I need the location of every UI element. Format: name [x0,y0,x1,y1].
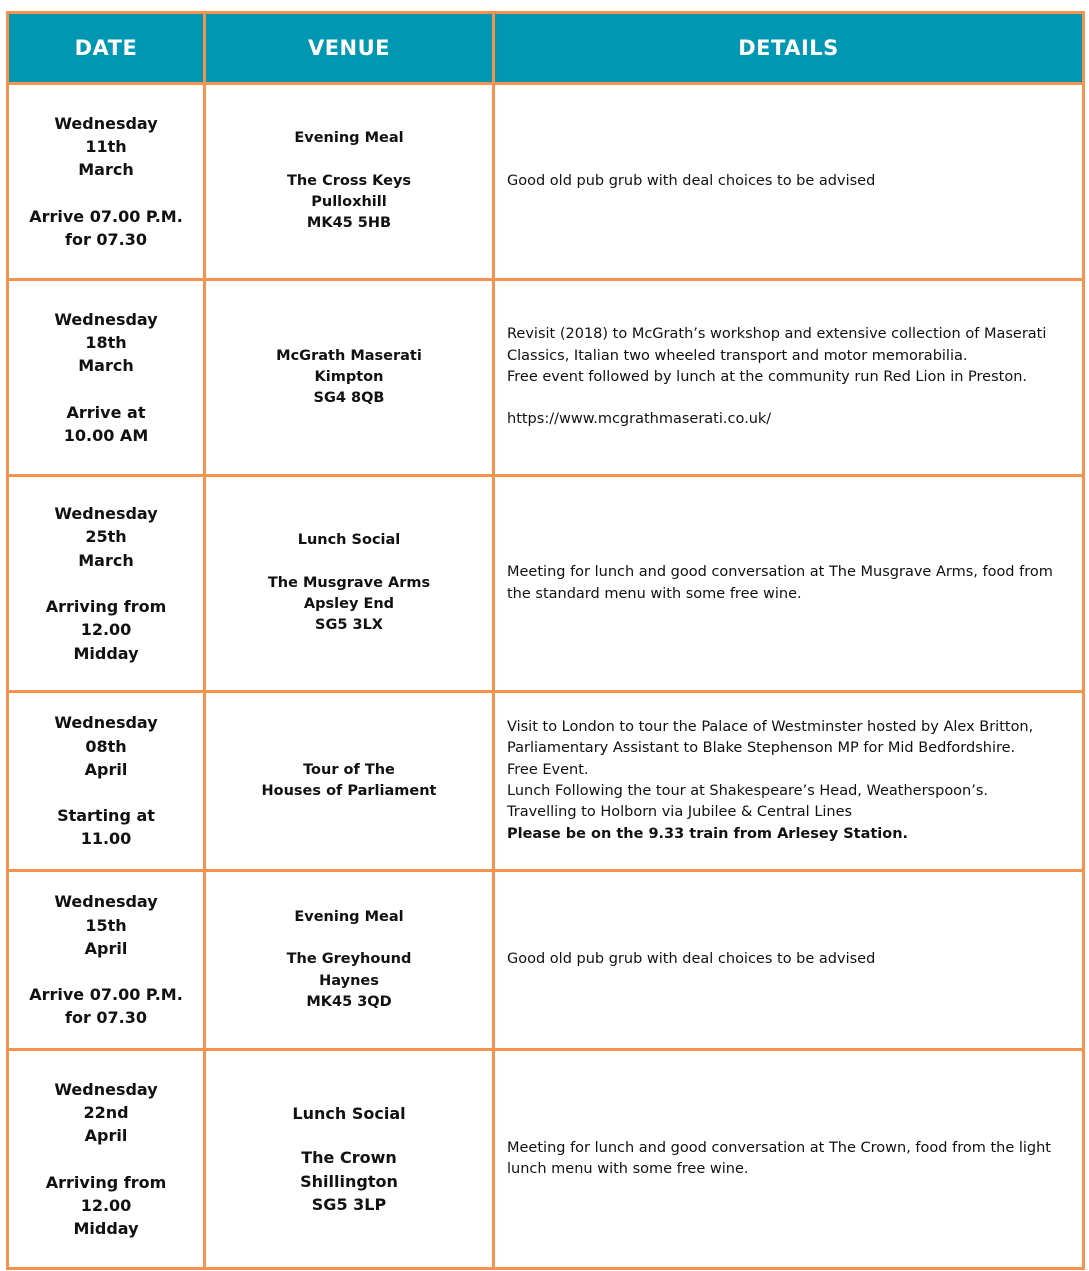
header-date: DATE [8,13,205,84]
venue-postcode: MK45 3QD [306,993,392,1010]
venue-name: The Crown [301,1148,397,1167]
date-time: Arrive at [66,402,146,422]
table-row [8,1050,1084,1269]
venue-name: Houses of Parliament [261,783,437,799]
venue-type: Evening Meal [294,908,404,925]
date-time: for 07.30 [64,229,148,249]
details-text: Meeting for lunch and good conversation at The Musgrave Arms, food from [507,564,1053,581]
details-cell [494,871,1084,1050]
date-cell [8,476,205,692]
date-cell [8,280,205,476]
date-month: March [78,550,134,570]
date-time: Arriving from [45,1172,167,1192]
venue-name: The Cross Keys [286,172,412,189]
table-row [8,692,1084,871]
date-day: Wednesday [54,504,158,524]
details-text: Free Event. [507,761,589,778]
venue-postcode: SG4 8QB [313,390,385,407]
details-cell [494,280,1084,476]
venue-type: Lunch Social [292,1103,406,1123]
date-time: 12.00 [80,620,132,640]
details-text: Visit to London to tour the Palace of Westminster hosted by Alex Britton, [507,719,1034,736]
venue-cell [205,692,494,871]
venue-cell [205,84,494,280]
table-row [8,871,1084,1050]
table-row [8,476,1084,692]
details-text: lunch menu with some free wine. [507,1161,749,1177]
date-cell [8,692,205,871]
details-notice: Please be on the 9.33 train from Arlesey Station. [507,825,909,842]
venue-postcode: MK45 5HB [306,215,392,232]
date-day: Wednesday [54,113,158,133]
date-time: Arriving from [45,597,167,616]
venue-town: Pulloxhill [311,194,387,210]
date-day: Wednesday [54,1079,158,1099]
details-text: Meeting for lunch and good conversation at The Crown, food from the light [507,1139,1051,1156]
date-time: Starting at [57,806,155,826]
header-venue: VENUE [205,13,494,84]
venue-name: McGrath Maserati [276,347,422,364]
date-day: Wednesday [54,713,158,733]
details-text: Lunch Following the tour at Shakespeare’s Head, Weatherspoon’s. [507,783,989,799]
date-cell [8,1050,205,1269]
date-cell [8,84,205,280]
venue-name: The Musgrave Arms [267,574,431,591]
date-cell [8,871,205,1050]
date-time: for 07.30 [64,1008,148,1028]
date-time: Midday [73,1219,139,1239]
date-num: 18th [85,333,127,353]
venue-town: Kimpton [314,368,384,385]
venue-town: Apsley End [303,596,395,612]
date-num: 25th [85,527,127,547]
venue-cell [205,871,494,1050]
venue-town: Haynes [319,972,379,989]
table-row [8,280,1084,476]
venue-postcode: SG5 3LX [315,617,383,634]
venue-name: Tour of The [303,761,395,778]
date-time: Arrive 07.00 P.M. [29,206,183,226]
details-cell [494,476,1084,692]
date-month: March [78,356,134,376]
date-month: April [84,1126,128,1146]
date-num: 15th [85,915,127,935]
details-cell [494,1050,1084,1269]
details-text: Revisit (2018) to McGrath’s workshop and extensive collection of Maserati [507,326,1047,343]
details-cell [494,692,1084,871]
venue-cell [205,1050,494,1269]
venue-type: Lunch Social [297,532,401,549]
details-text: the standard menu with some free wine. [507,585,802,602]
details-text: Parliamentary Assistant to Blake Stephenson MP for Mid Bedfordshire. [507,740,1016,757]
date-month: April [84,938,128,958]
details-text: Classics, Italian two wheeled transport and motor memorabilia. [507,347,968,364]
header-details: DETAILS [494,13,1084,84]
date-num: 11th [85,137,127,157]
date-day: Wednesday [54,892,158,912]
website-link[interactable]: https://www.mcgrathmaserati.co.uk/ [507,411,772,428]
date-day: Wednesday [54,309,158,329]
schedule-table [6,11,1085,1270]
venue-type: Evening Meal [294,130,404,147]
details-text: Good old pub grub with deal choices to be advised [507,951,876,968]
date-time: Midday [73,643,139,663]
venue-cell [205,476,494,692]
venue-town: Shillington [300,1171,398,1191]
venue-name: The Greyhound [286,951,412,968]
date-num: 22nd [83,1102,129,1122]
date-time: 11.00 [80,829,132,849]
date-month: April [84,759,128,779]
table-row [8,84,1084,280]
date-time: 12.00 [80,1195,132,1215]
date-time: 10.00 AM [63,425,149,445]
date-num: 08th [85,736,127,756]
details-cell [494,84,1084,280]
date-time: Arrive 07.00 P.M. [29,985,183,1005]
details-text: Good old pub grub with deal choices to be advised [507,172,876,189]
venue-postcode: SG5 3LP [311,1195,387,1214]
header-row [8,13,1084,84]
date-month: March [78,160,134,180]
venue-cell [205,280,494,476]
details-text: Travelling to Holborn via Jubilee & Central Lines [507,804,853,821]
details-text: Free event followed by lunch at the community run Red Lion in Preston. [507,369,1027,385]
